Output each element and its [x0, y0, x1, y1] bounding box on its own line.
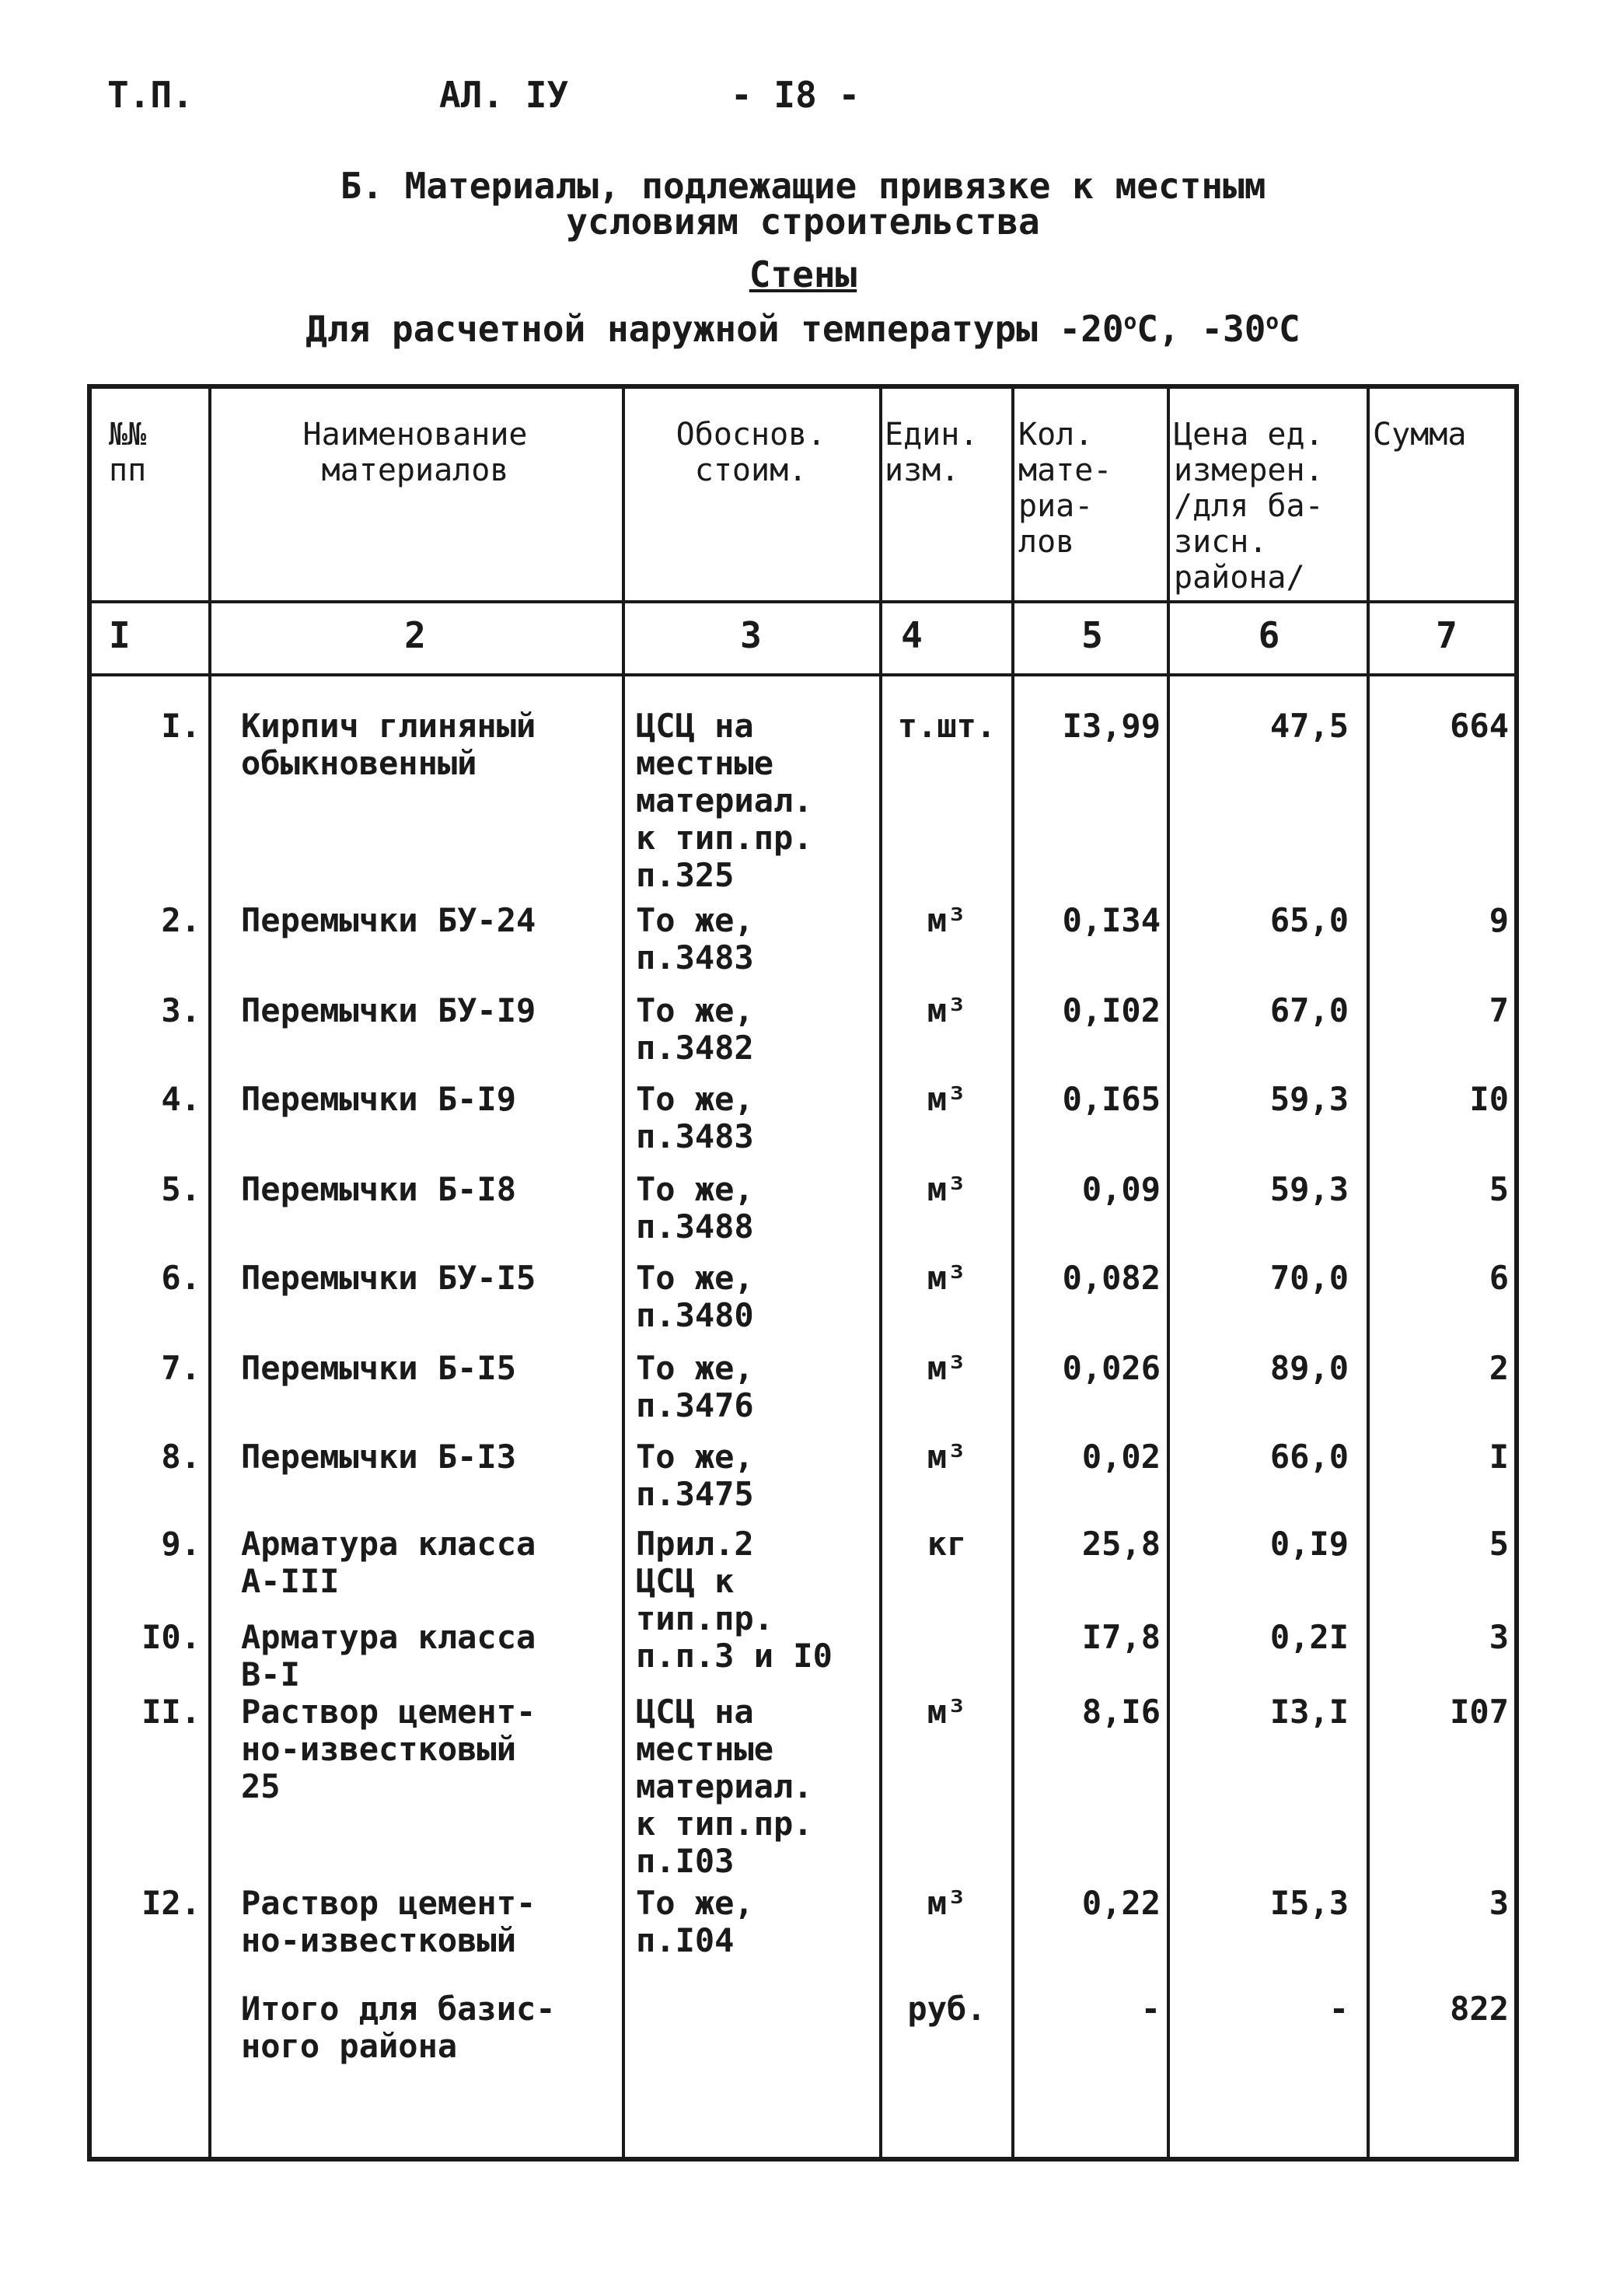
col-divider	[622, 389, 625, 2157]
table-cell-row-number: 5.	[161, 1170, 201, 1208]
table-cell-cost-basis: ЦСЦ на местные материал. к тип.пр. п.325	[636, 707, 813, 894]
table-cell-sum: 2	[1489, 1349, 1509, 1387]
table-cell-quantity: 0,02	[1081, 1438, 1161, 1476]
materials-table	[87, 384, 1519, 2161]
table-cell-sum: 3	[1489, 1884, 1509, 1922]
table-cell-unit-price: 59,3	[1269, 1170, 1349, 1208]
table-cell-unit: м³	[927, 1438, 967, 1476]
table-cell-sum: I07	[1450, 1693, 1509, 1731]
table-cell-unit: м³	[927, 901, 967, 939]
col-header-price: Цена ед. измерен. /для ба- зисн. района/	[1174, 417, 1324, 596]
table-cell-material-name: Перемычки БУ-I9	[241, 991, 536, 1029]
section-title-line1: Б. Материалы, подлежащие привязке к местным	[340, 165, 1266, 207]
table-cell-quantity: 0,I02	[1062, 991, 1161, 1029]
table-cell-material-name: Раствор цемент- но-известковый	[241, 1884, 536, 1959]
table-cell-material-name: Арматура класса А-III	[241, 1525, 536, 1600]
table-cell-row-number: 2.	[161, 901, 201, 939]
table-cell-sum: 664	[1450, 707, 1509, 745]
table-cell-material-name: Перемычки Б-I3	[241, 1438, 517, 1476]
table-cell-material-name: Перемычки БУ-I5	[241, 1259, 536, 1297]
table-cell-row-number: I0.	[141, 1618, 201, 1656]
table-cell-unit-price: 89,0	[1269, 1349, 1349, 1387]
col-number-3: 3	[740, 614, 762, 656]
table-cell-cost-basis: То же, п.3488	[636, 1170, 754, 1246]
table-cell-unit-price: 47,5	[1269, 707, 1349, 745]
col-header-unit: Един. изм.	[885, 417, 979, 488]
table-cell-cost-basis: То же, п.3480	[636, 1259, 754, 1334]
table-cell-cost-basis: То же, п.3475	[636, 1438, 754, 1513]
section-title-line2: условиям строительства	[566, 201, 1040, 243]
col-divider	[1167, 389, 1170, 2157]
col-number-2: 2	[404, 614, 426, 656]
table-cell-cost-basis: То же, п.I04	[636, 1884, 754, 1959]
table-cell-quantity: 0,I34	[1062, 901, 1161, 939]
table-cell-material-name: Раствор цемент- но-известковый 25	[241, 1693, 536, 1805]
table-cell-material-name: Перемычки Б-I8	[241, 1170, 517, 1208]
col-header-basis: Обоснов. стоим.	[676, 417, 826, 488]
table-cell-unit: м³	[927, 1259, 967, 1297]
temp-sup2: о	[1266, 308, 1280, 334]
col-number-5: 5	[1081, 614, 1103, 656]
table-cell-unit: м³	[927, 1080, 967, 1118]
table-cell-unit-price: 65,0	[1269, 901, 1349, 939]
col-header-number: №№ пп	[109, 417, 147, 488]
col-divider	[1367, 389, 1370, 2157]
table-cell-cost-basis: То же, п.3483	[636, 901, 754, 977]
col-number-1: I	[109, 614, 131, 656]
col-number-4: 4	[901, 614, 923, 656]
table-cell-row-number: 3.	[161, 991, 201, 1029]
temp-end: С	[1279, 308, 1301, 350]
col-divider	[208, 389, 211, 2157]
table-cell-unit-price: 70,0	[1269, 1259, 1349, 1297]
table-cell-cost-basis: Прил.2 ЦСЦ к тип.пр. п.п.3 и I0	[636, 1525, 833, 1675]
table-cell-sum: 9	[1489, 901, 1509, 939]
table-cell-unit-price: 59,3	[1269, 1080, 1349, 1118]
table-cell-quantity: 0,09	[1081, 1170, 1161, 1208]
table-cell-sum: I	[1489, 1438, 1509, 1476]
table-cell-quantity: I7,8	[1081, 1618, 1161, 1656]
table-cell-quantity: I3,99	[1062, 707, 1161, 745]
table-cell-material-name: Арматура класса В-I	[241, 1618, 536, 1693]
table-cell-material-name: Перемычки Б-I5	[241, 1349, 517, 1387]
section-subtitle	[0, 253, 1606, 295]
table-cell-material-name: Перемычки Б-I9	[241, 1080, 517, 1118]
table-cell-unit: м³	[927, 1170, 967, 1208]
page-number: - I8 -	[731, 74, 861, 116]
table-cell-unit: м³	[927, 991, 967, 1029]
table-cell-unit: руб.	[907, 1990, 986, 2028]
header-left: Т.П.	[107, 74, 194, 116]
table-cell-cost-basis: ЦСЦ на местные материал. к тип.пр. п.I03	[636, 1693, 813, 1880]
col-header-sum: Сумма	[1373, 417, 1467, 453]
table-cell-unit-price: 67,0	[1269, 991, 1349, 1029]
table-cell-material-name: Кирпич глиняный обыкновенный	[241, 707, 536, 782]
numbers-divider	[92, 673, 1514, 676]
col-header-name: Наименование материалов	[302, 417, 528, 488]
table-cell-unit: кг	[927, 1525, 967, 1563]
header-divider	[92, 600, 1514, 603]
table-cell-quantity: 0,026	[1062, 1349, 1161, 1387]
temp-sup1: о	[1123, 308, 1137, 334]
col-number-7: 7	[1436, 614, 1458, 656]
table-cell-cost-basis: То же, п.3482	[636, 991, 754, 1067]
table-cell-unit-price: I3,I	[1269, 1693, 1349, 1731]
table-cell-unit: т.шт.	[897, 707, 997, 745]
table-cell-sum: I0	[1469, 1080, 1509, 1118]
table-cell-row-number: 7.	[161, 1349, 201, 1387]
table-cell-sum: 5	[1489, 1525, 1509, 1563]
col-number-6: 6	[1258, 614, 1280, 656]
table-cell-quantity: 0,22	[1081, 1884, 1161, 1922]
table-cell-material-name: Итого для базис- ного района	[241, 1990, 556, 2065]
table-cell-unit-price: 66,0	[1269, 1438, 1349, 1476]
table-cell-row-number: I2.	[141, 1884, 201, 1922]
table-cell-unit: м³	[927, 1884, 967, 1922]
table-cell-row-number: 6.	[161, 1259, 201, 1297]
table-cell-sum: 3	[1489, 1618, 1509, 1656]
col-divider	[1011, 389, 1014, 2157]
table-cell-row-number: II.	[141, 1693, 201, 1731]
col-header-qty: Кол. мате- риа- лов	[1018, 417, 1112, 560]
table-cell-row-number: I.	[161, 707, 201, 745]
header-code: АЛ. IУ	[439, 74, 569, 116]
temp-prefix: Для расчетной наружной температуры -20	[305, 308, 1124, 350]
table-cell-unit-price: 0,I9	[1269, 1525, 1349, 1563]
temperature-line	[0, 308, 1606, 350]
table-cell-sum: 822	[1450, 1990, 1509, 2028]
table-cell-material-name: Перемычки БУ-24	[241, 901, 536, 939]
table-cell-unit-price: -	[1328, 1990, 1349, 2028]
table-cell-unit-price: I5,3	[1269, 1884, 1349, 1922]
table-cell-sum: 6	[1489, 1259, 1509, 1297]
table-cell-cost-basis: То же, п.3483	[636, 1080, 754, 1155]
table-cell-unit: м³	[927, 1693, 967, 1731]
table-cell-quantity: -	[1140, 1990, 1161, 2028]
table-cell-sum: 5	[1489, 1170, 1509, 1208]
table-cell-row-number: 9.	[161, 1525, 201, 1563]
table-cell-row-number: 8.	[161, 1438, 201, 1476]
table-cell-sum: 7	[1489, 991, 1509, 1029]
col-divider	[879, 389, 882, 2157]
subtitle-text: Стены	[749, 253, 857, 295]
table-cell-quantity: 0,082	[1062, 1259, 1161, 1297]
table-cell-cost-basis: То же, п.3476	[636, 1349, 754, 1424]
table-cell-quantity: 0,I65	[1062, 1080, 1161, 1118]
table-cell-unit: м³	[927, 1349, 967, 1387]
table-cell-quantity: 25,8	[1081, 1525, 1161, 1563]
table-cell-unit-price: 0,2I	[1269, 1618, 1349, 1656]
temp-mid: С, -30	[1136, 308, 1266, 350]
table-cell-quantity: 8,I6	[1081, 1693, 1161, 1731]
table-cell-row-number: 4.	[161, 1080, 201, 1118]
